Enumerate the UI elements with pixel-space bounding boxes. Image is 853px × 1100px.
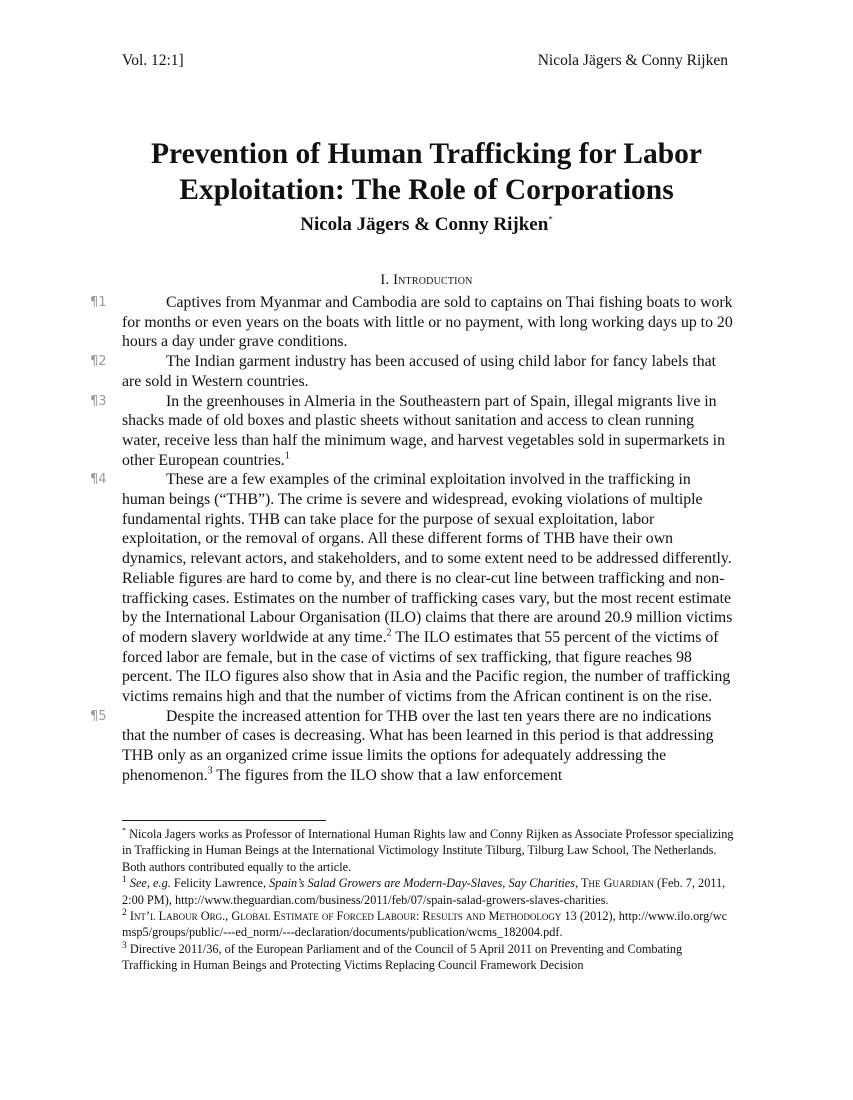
publication-rest: he	[588, 876, 601, 891]
footnote-publication	[581, 876, 654, 890]
paragraph-text: Captives from Myanmar and Cambodia are sold to captains on Thai fishing boats to work for months or even years on the boats with little or no payment, with long working days up to 20 hours a day under grave conditions.	[122, 294, 733, 351]
paragraph-mark: ¶1	[90, 295, 107, 310]
footnote-citation-rest: 13 (2012), http://www.ilo.org/wcmsp5/groups/public/---ed_norm/---declaration/documents/publication/wcms_182004.pdf.	[122, 909, 728, 940]
article-title-line-1: Prevention of Human Trafficking for Labor	[151, 138, 702, 170]
footnote-source-title	[127, 909, 562, 923]
paragraph-2	[90, 352, 734, 391]
paragraph-mark: ¶3	[90, 393, 107, 409]
sc-initial: : R	[415, 909, 431, 924]
footnote-1	[122, 875, 734, 908]
body-text	[90, 293, 734, 786]
footnote-2	[122, 908, 734, 941]
paragraph-text-continued: The ILO estimates that 55 percent of the victims of forced labor are female, but in the case of victims of sex trafficking, that figure reaches 98 percent. The ILO figures also show that in Asia and the Pacific region, the number of trafficking victims remains high and that the number of victims from the African continent is on the rise.	[122, 628, 731, 706]
publication-initial: G	[600, 876, 613, 891]
section-title	[393, 272, 472, 288]
sc-rest: nt’l	[133, 909, 156, 924]
sc-rest: esults and	[430, 909, 486, 924]
footnote-number: 3	[122, 940, 127, 951]
running-head-authors: Nicola Jägers & Conny Rijken	[537, 52, 728, 69]
paragraph-text-continued: The figures from the ILO show that a law enforcement	[212, 766, 563, 784]
footnote-article-title: Spain’s Salad Growers are Modern-Day-Slaves, Say Charities	[269, 876, 576, 891]
sc-initial: O	[197, 909, 210, 924]
sc-rest: ethodology	[499, 909, 562, 924]
footnote-number: 2	[122, 907, 127, 918]
section-title-rest: ntroduction	[398, 272, 473, 288]
footnote-citation-rest: (Feb. 7, 2011, 2:00 PM), http://www.theguardian.com/business/2011/feb/07/spain-salad-growers-slaves-charities.	[122, 876, 726, 907]
publication-rest: uardian	[612, 876, 654, 891]
running-head-volume: Vol. 12:1]	[122, 52, 184, 69]
footnote-signal: See, e.g.	[126, 876, 171, 891]
paragraph-mark: ¶2	[90, 354, 107, 370]
article-title-line-2: Exploitation: The Role of Corporations	[179, 174, 674, 206]
footnote-number: 1	[122, 875, 127, 886]
paragraph-text: In the greenhouses in Almeria in the Southeastern part of Spain, illegal migrants live in shacks made of old boxes and plastic sheets without sanitation and access to clean running water, receive less than half the minimum wage, and harvest vegetables sold in supermarkets in other European countries.	[122, 392, 725, 469]
paragraph-text: These are a few examples of the criminal exploitation involved in the trafficking in human beings (“THB”). The crime is severe and widespread, evoking violations of multiple fundamental rights. THB can take place for the purpose of sexual exploitation, labor exploitation, or the removal of organs. All these different forms of THB have their own dynamics, relevant actors, and stakeholders, and to some extent need to be addressed differently. Reliable figures are hard to come by, and there is no clear-cut line between trafficking and non-trafficking cases. Estimates on the number of trafficking cases vary, but the most recent estimate by the International Labour Organisation (ILO) claims that there are around 20.9 million victims of modern slavery worldwide at any time.	[122, 471, 733, 646]
footnote-ref-1[interactable]: 1	[284, 450, 290, 462]
sc-rest: abour	[166, 909, 198, 924]
section-title-initial: I	[393, 272, 399, 288]
paragraph-1	[90, 293, 734, 352]
author-names: Nicola Jägers & Conny Rijken	[300, 214, 549, 235]
sc-initial: F	[333, 909, 344, 924]
sc-rest: lobal	[240, 909, 271, 924]
paragraph-5	[90, 707, 734, 786]
footnote-author	[122, 826, 734, 875]
article-authors	[100, 214, 753, 236]
footnote-ref-2[interactable]: 2	[386, 627, 392, 639]
paragraph-3	[90, 392, 734, 471]
footnote-ref-3[interactable]: 3	[207, 765, 213, 777]
sc-initial: L	[373, 909, 385, 924]
footnote-author-name: Felicity Lawrence,	[170, 876, 270, 891]
sc-initial: L	[155, 909, 167, 924]
publication-initial: T	[581, 876, 589, 891]
article-title	[100, 136, 753, 208]
sc-initial: M	[485, 909, 500, 924]
paragraph-text: The Indian garment industry has been accused of using child labor for fancy labels that are sold in Western countries.	[122, 353, 717, 390]
footnote-star-marker: *	[122, 825, 126, 835]
footnote-text: Nicola Jagers works as Professor of International Human Rights law and Conny Rijken as Associate Professor specializing in Trafficking in Human Beings at the International Victimology Institute Tilburg, Tilburg Law School, The Netherlands. Both authors contributed equally to the article.	[122, 827, 734, 874]
paragraph-4	[90, 470, 734, 706]
footnote-3	[122, 941, 734, 974]
footnote-divider	[122, 820, 326, 821]
sc-rest: rg.	[209, 909, 226, 924]
footnote-separator: ,	[575, 876, 581, 891]
paragraph-mark: ¶5	[90, 708, 107, 724]
author-footnote-marker: *	[548, 214, 553, 225]
section-number: I.	[380, 272, 390, 288]
footnotes	[122, 826, 734, 974]
section-heading	[100, 272, 753, 289]
sc-initial: , G	[225, 909, 241, 924]
sc-rest: orced	[343, 909, 374, 924]
paragraph-text: Despite the increased attention for THB over the last ten years there are no indications that the number of cases is decreasing. What has been learned in this period is that addressing THB only as an organized crime issue limits the options for adequately addressing the phenomenon.	[122, 707, 714, 784]
sc-rest: stimate of	[280, 909, 334, 924]
paragraph-mark: ¶4	[90, 472, 107, 488]
sc-initial: E	[270, 909, 281, 924]
running-head	[122, 52, 728, 74]
sc-rest: abour	[384, 909, 416, 924]
footnote-text: Directive 2011/36, of the European Parliament and of the Council of 5 April 2011 on Preventing and Combating Trafficking in Human Beings and Protecting Victims Replacing Council Framework Decision	[122, 941, 683, 973]
sc-initial: I	[126, 909, 134, 924]
